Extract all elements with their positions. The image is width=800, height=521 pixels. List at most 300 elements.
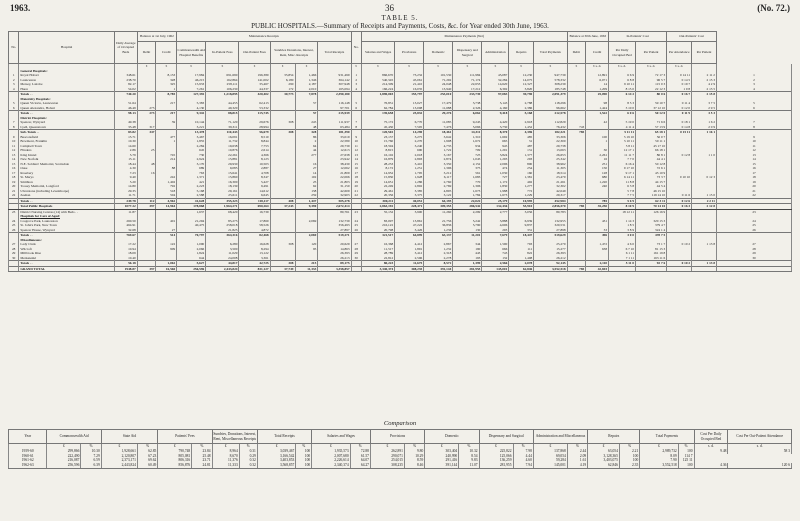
table-cell: 1,672 xyxy=(453,139,482,144)
table-cell: 150 xyxy=(586,166,609,171)
table-cell: 145,001 xyxy=(482,266,509,272)
table-cell: 2,284 xyxy=(177,144,206,149)
table-cell: 12,062 xyxy=(318,166,351,171)
table-cell: 120 xyxy=(295,242,318,247)
comparison-cell: 25.48 xyxy=(192,454,212,459)
table-cell: 11,305 xyxy=(534,166,567,171)
table-cell: 46.49 xyxy=(114,106,137,111)
table-cell xyxy=(609,266,636,272)
table-cell: 18,594 xyxy=(361,144,394,149)
col-inpatients-cost: In-Patients' Cost xyxy=(609,32,667,42)
comparison-cell: 1,928,661 xyxy=(101,449,137,454)
table-cell: 25,611 xyxy=(206,193,239,198)
unit-cell: £ s. d. xyxy=(636,64,667,69)
unit-cell: £ s. d. xyxy=(609,64,636,69)
col-credit: Credit xyxy=(156,42,177,64)
comparison-cell: 3,552,518 xyxy=(640,463,678,468)
comparison-cell: 114 7 xyxy=(678,454,694,459)
unit-cell: £ xyxy=(212,444,239,449)
table-cell: 397 xyxy=(137,204,156,210)
comparison-cell: 9.48 xyxy=(694,449,728,454)
table-cell: 13 xyxy=(351,153,361,158)
table-cell: 7 1 11 xyxy=(609,256,636,261)
col-per-bed: Per Daily Occupied Bed xyxy=(609,42,636,64)
table-cell: 785 xyxy=(586,198,609,204)
table-cell: 10 xyxy=(9,139,19,144)
table-cell: 1,090 xyxy=(177,242,206,247)
comparison-cell: 254,015 xyxy=(370,458,404,463)
table-cell: 240 xyxy=(586,184,609,189)
table-cell: 17.22 xyxy=(114,242,137,247)
table-cell: 14,612 xyxy=(239,189,270,194)
table-cell: 785 xyxy=(567,266,586,272)
table-cell: 1,988 xyxy=(482,189,509,194)
table-cell: 15,641 xyxy=(206,171,239,176)
comparison-cell: 58 3 xyxy=(728,449,792,454)
cmp-col-cost-bed: Cost Per Daily Occupied Bed xyxy=(694,430,728,444)
table-cell: 772 xyxy=(509,189,534,194)
table-cell: 97,701 xyxy=(318,106,351,111)
table-cell: 3 7 5 xyxy=(692,101,717,106)
unit-cell: % xyxy=(137,444,157,449)
table-cell: 0 18 1 xyxy=(667,120,692,125)
table-cell: 505,278 xyxy=(318,198,351,204)
col-debit: Debit xyxy=(137,42,156,64)
table-cell: 1,408 xyxy=(509,256,534,261)
table-cell: 13,027 xyxy=(395,101,424,106)
table-cell xyxy=(636,266,667,272)
table-cell: 665 xyxy=(482,139,509,144)
table-cell: 745 xyxy=(156,153,177,158)
table-cell: 3,642 xyxy=(424,135,453,140)
table-cell: 20 xyxy=(351,184,361,189)
cmp-col-cost-outpatient: Cost Per Out-Patient Attendance xyxy=(728,430,792,444)
table-cell: 5 19 10 xyxy=(609,135,636,140)
table-cell: 18 xyxy=(717,175,792,180)
unit-cell: £ xyxy=(270,64,295,69)
unit-cell: £ xyxy=(588,444,620,449)
table-cell xyxy=(717,266,792,272)
hospital-name: Lyell, Queenstown xyxy=(19,125,115,130)
table-cell: 4,160 xyxy=(482,106,509,111)
table-cell: 308,235 xyxy=(395,266,424,272)
table-cell: 258,018 xyxy=(206,223,239,228)
table-cell: 14 xyxy=(717,157,792,162)
table-cell: 8,347 xyxy=(239,175,270,180)
table-cell: 16,628 xyxy=(239,242,270,247)
table-cell: 1 xyxy=(156,87,177,92)
table-cell: 13,122 xyxy=(239,251,270,256)
table-cell: 2 xyxy=(351,78,361,83)
table-cell: 540,345 xyxy=(361,78,394,83)
table-cell: 9 xyxy=(351,135,361,140)
table-cell: 518 xyxy=(156,189,177,194)
table-cell: 1,310 xyxy=(453,135,482,140)
table-cell: 18 12 11 xyxy=(609,209,636,214)
table-cell: 689 xyxy=(177,166,206,171)
table-cell: 10,503 xyxy=(239,162,270,167)
table-cell: 496 xyxy=(586,233,609,238)
table-cell: 1,824 xyxy=(177,251,206,256)
table-cell: 45,061 xyxy=(395,78,424,83)
table-cell: 132,739 xyxy=(318,219,351,224)
table-cell: 1 6 2 xyxy=(692,120,717,125)
table-cell: 1 14 3 xyxy=(609,219,636,224)
table-cell: 29,739 xyxy=(318,144,351,149)
table-cell: 561 xyxy=(453,171,482,176)
table-cell: 16,102 xyxy=(361,153,394,158)
table-cell: 35,250 xyxy=(586,204,609,210)
comparison-cell: 8.46 xyxy=(404,463,424,468)
table-cell: 15,881 xyxy=(206,157,239,162)
table-cell: 54.02 xyxy=(114,87,137,92)
col-per-patient: Per Patient xyxy=(636,42,667,64)
table-cell: 2,270 xyxy=(395,139,424,144)
comparison-cell: 240,990 xyxy=(425,454,459,459)
table-cell: 9,342 xyxy=(177,111,206,116)
comparison-cell: 8.09 xyxy=(640,454,678,459)
table-cell: 17 xyxy=(351,171,361,176)
comparison-cell: 4.44 xyxy=(513,454,533,459)
table-cell: 2,390,180 xyxy=(318,92,351,97)
table-cell: 3 xyxy=(717,82,792,87)
comparison-cell: 67.23 xyxy=(137,454,157,459)
table-cell: 185,748 xyxy=(534,87,567,92)
comparison-cell: 6.59 xyxy=(81,458,101,463)
table-cell: 57 13 9 xyxy=(636,125,667,130)
header-page-number: 36 xyxy=(385,3,394,13)
table-cell: 5 11 11 xyxy=(609,130,636,135)
table-cell: 308 xyxy=(270,242,295,247)
table-cell: 3,361 xyxy=(239,256,270,261)
table-cell: 172 xyxy=(270,87,295,92)
col-repairs: Repairs xyxy=(509,42,534,64)
table-cell: 139,658 xyxy=(361,111,394,116)
unit-cell: £ s. d. xyxy=(586,64,609,69)
table-cell: 62,784 xyxy=(361,106,394,111)
hospital-name: Hospitals for Care of Aged: xyxy=(19,214,115,219)
unit-cell: £ xyxy=(395,64,424,69)
table-cell: 3,167 xyxy=(424,153,453,158)
table-cell: 11 8 8 xyxy=(609,180,636,185)
table-cell: 20 xyxy=(717,184,792,189)
table-cell: 6 14 2 xyxy=(609,92,636,97)
table-cell: 23 xyxy=(9,209,19,214)
table-cell: 0 14 11 xyxy=(667,73,692,78)
comparison-cell: 100 xyxy=(678,463,694,468)
unit-cell: £ xyxy=(509,64,534,69)
table-cell: 28 xyxy=(9,247,19,252)
table-cell: 14 xyxy=(351,157,361,162)
table-cell: 317 xyxy=(137,125,156,130)
table-cell: 44,455 xyxy=(206,101,239,106)
table-cell: 20,356 xyxy=(361,193,394,198)
comparison-table xyxy=(8,429,792,469)
table-cell: 293 xyxy=(509,157,534,162)
table-cell: 89,175 xyxy=(318,261,351,267)
table-cell: 26 xyxy=(351,228,361,233)
table-cell: 1,251 xyxy=(395,166,424,171)
table-cell: 26 xyxy=(717,228,792,233)
table-cell: 23,942 xyxy=(318,157,351,162)
table-cell: 215,939 xyxy=(318,111,351,116)
table-cell: 5,242 xyxy=(453,219,482,224)
table-cell: 27,898 xyxy=(534,228,567,233)
table-cell: 9,418 xyxy=(482,111,509,116)
table-cell: 1 1 0 xyxy=(692,153,717,158)
table-cell: 44 5 4 xyxy=(636,184,667,189)
table-cell: 7 xyxy=(9,120,19,125)
hospital-name: Cosgrove Park, Launceston xyxy=(19,219,115,224)
table-cell: 181,390 xyxy=(318,130,351,135)
table-cell: 9,085 xyxy=(206,166,239,171)
table-cell: 348.61 xyxy=(114,73,137,78)
table-cell: 822 xyxy=(509,251,534,256)
table-cell: 25,179 xyxy=(482,198,509,204)
table-cell: 356,493 xyxy=(318,223,351,228)
table-cell: 6 xyxy=(9,106,19,111)
table-cell: 53,332 xyxy=(239,106,270,111)
unit-cell: £ xyxy=(312,444,350,449)
table-cell: 9 xyxy=(9,135,19,140)
table-cell: 420,402 xyxy=(239,92,270,97)
table-cell: 2,788 xyxy=(509,101,534,106)
table-cell: 13,940 xyxy=(424,87,453,92)
table-cell: 138 xyxy=(295,189,318,194)
comparison-cell: 7.98 xyxy=(513,449,533,454)
hospital-name: Totals . . xyxy=(19,198,115,204)
table-cell xyxy=(667,266,692,272)
table-cell: 431 xyxy=(586,219,609,224)
comparison-cell: 7.90 xyxy=(640,458,678,463)
hospital-name: Royal Hobart xyxy=(19,73,115,78)
table-cell: 6,180 xyxy=(270,78,295,83)
comparison-cell: 64.27 xyxy=(350,463,370,468)
table-cell: 273 xyxy=(137,111,156,116)
table-cell: 15.11 xyxy=(114,157,137,162)
table-cell: 33 xyxy=(586,228,609,233)
table-cell: 18.44 xyxy=(114,162,137,167)
table-cell: 24 xyxy=(9,219,19,224)
table-cell: 42,693 xyxy=(586,266,609,272)
table-cell: 300,211 xyxy=(361,198,394,204)
comparison-cell: 262,891 xyxy=(370,449,404,454)
comparison-cell: 7.29 xyxy=(81,454,101,459)
table-cell: 14 xyxy=(586,82,609,87)
table-cell: 2,066 xyxy=(177,247,206,252)
table-cell: 32,903 xyxy=(318,193,351,198)
table-cell: 21,825 xyxy=(206,228,239,233)
table-cell: 281,955 xyxy=(453,266,482,272)
comparison-cell: 0.32 xyxy=(239,463,257,468)
table-cell: 72 17 3 xyxy=(636,73,667,78)
table-cell: 443 xyxy=(453,251,482,256)
table-cell: 160 xyxy=(509,171,534,176)
table-cell: 81 15 3 xyxy=(636,247,667,252)
col-inpatient-fees: In-Patient Fees xyxy=(206,42,239,64)
comparison-cell: 2.09 xyxy=(567,454,587,459)
table-cell: 28 xyxy=(351,247,361,252)
table-cell: 2,672,414 xyxy=(318,204,351,210)
comparison-cell: 100 xyxy=(296,449,312,454)
table-cell: 6,645 xyxy=(239,193,270,198)
table-cell: 131 xyxy=(509,148,534,153)
table-cell: 0 12 8 xyxy=(667,153,692,158)
cmp-col-commonwealth: Commonwealth Aid xyxy=(47,430,101,444)
table-cell: 3 10 0 xyxy=(609,106,636,111)
table-cell: 32.68 xyxy=(114,228,137,233)
comparison-year: 1961-62 xyxy=(9,458,47,463)
table-cell: 92 7 6 xyxy=(636,261,667,267)
table-cell: 5.20 xyxy=(114,180,137,185)
table-cell: 82,468 xyxy=(239,233,270,238)
table-cell: 2,152 xyxy=(453,162,482,167)
table-cell: 1,830 xyxy=(482,184,509,189)
table-cell: 3,340,374 xyxy=(361,266,394,272)
table-cell: 29,161 xyxy=(206,189,239,194)
table-cell: 1948.87 xyxy=(114,266,137,272)
table-cell: 28,994 xyxy=(239,125,270,130)
hospital-name: General Hospitals: xyxy=(19,69,115,74)
table-cell: 25 xyxy=(351,223,361,228)
table-cell: 19,638 xyxy=(206,144,239,149)
table-cell: 15,860 xyxy=(206,175,239,180)
hospital-name: Spencer House, Wynyard xyxy=(19,228,115,233)
unit-cell: % xyxy=(619,444,639,449)
table-cell: 24,048 xyxy=(424,82,453,87)
table-cell: 4 11 4 xyxy=(609,125,636,130)
table-cell: 909 xyxy=(156,247,177,252)
comparison-cell: 23.84 xyxy=(192,449,212,454)
table-subtitle: PUBLIC HOSPITALS.—Summary of Receipts and Payments, Costs, &c. for Year ended 30th June, 1963. xyxy=(251,22,549,30)
comparison-cell: 64.07 xyxy=(350,458,370,463)
table-cell: 2 xyxy=(295,139,318,144)
table-cell: 2,261 xyxy=(586,153,609,158)
table-cell: 286,542 xyxy=(453,204,482,210)
comparison-cell: 3,128,365 xyxy=(588,454,620,459)
comparison-cell: 4.60 xyxy=(513,458,533,463)
table-cell: 42,049 xyxy=(534,189,567,194)
table-cell: 3,275 xyxy=(395,135,424,140)
header-series: (No. 72.) xyxy=(757,3,790,13)
table-cell: 3,056 xyxy=(509,209,534,214)
table-cell: 4 6 0 xyxy=(609,242,636,247)
comparison-cell: 72.88 xyxy=(350,449,370,454)
table-cell: 12 17 1 xyxy=(609,148,636,153)
table-cell: 485 xyxy=(509,135,534,140)
table-cell: 344 xyxy=(453,242,482,247)
table-cell: 2,760 xyxy=(424,180,453,185)
table-cell: 6 14 11 xyxy=(609,175,636,180)
table-cell: 130 xyxy=(453,228,482,233)
comparison-cell: 805,081 xyxy=(158,454,192,459)
table-cell: 16,879 xyxy=(361,157,394,162)
cmp-col-state: State Aid xyxy=(101,430,158,444)
table-cell: 2,069 xyxy=(295,233,318,238)
table-cell: 4,366 xyxy=(239,153,270,158)
comparison-cell: 256,596 xyxy=(47,463,81,468)
table-cell: 56.18 xyxy=(114,261,137,267)
hospital-name: Toosey Memorial, Longford xyxy=(19,184,115,189)
table-cell: 5 xyxy=(9,101,19,106)
table-cell: 28 xyxy=(717,247,792,252)
table-cell: 20,629 xyxy=(318,242,351,247)
table-cell: 690 xyxy=(395,148,424,153)
hospital-name: Flinders xyxy=(19,148,115,153)
table-cell: 12,891 xyxy=(586,73,609,78)
table-cell: 29 xyxy=(717,251,792,256)
table-cell: 680 xyxy=(586,175,609,180)
table-cell: 11,675 xyxy=(395,261,424,267)
hospital-name: Ouse xyxy=(19,166,115,171)
table-cell: 331 xyxy=(509,228,534,233)
table-cell: 24 xyxy=(717,219,792,224)
comparison-cell: 308,235 xyxy=(370,463,404,468)
table-cell: 4,735 xyxy=(424,144,453,149)
table-cell: 9 10 11 xyxy=(609,82,636,87)
table-cell: 22,249 xyxy=(361,184,394,189)
unit-cell: £ xyxy=(137,64,156,69)
table-cell: 96,662 xyxy=(534,106,567,111)
table-cell: 321,517 xyxy=(361,233,394,238)
table-cell: 14,964 xyxy=(156,204,177,210)
table-cell: 44 4 1 xyxy=(636,157,667,162)
table-cell: 0 10 2 xyxy=(667,242,692,247)
table-cell: 8,785 xyxy=(156,92,177,97)
table-cell: 1,402 xyxy=(156,180,177,185)
col-sundries: Sundries Donations, Interest, Rent, Misc. Receipts xyxy=(270,42,318,64)
table-cell: 1 8 5 xyxy=(609,223,636,228)
comparison-row xyxy=(9,463,792,468)
table-cell: 1,908 xyxy=(424,139,453,144)
table-cell: 11 11 7 xyxy=(609,153,636,158)
table-cell: 0 14 8 xyxy=(667,125,692,130)
table-cell xyxy=(692,266,717,272)
table-cell: 6,117 xyxy=(424,175,453,180)
table-cell: 3 5 3 xyxy=(692,111,717,116)
comparison-cell: 2.35 xyxy=(619,463,639,468)
table-cell: 132 xyxy=(482,256,509,261)
table-cell: 86 xyxy=(295,135,318,140)
comparison-cell: 2,007,680 xyxy=(312,454,350,459)
table-cell: 793 xyxy=(509,242,534,247)
table-cell: 645 xyxy=(177,148,206,153)
table-cell: 8 xyxy=(9,125,19,130)
table-cell: 2 11 2 xyxy=(692,73,717,78)
table-cell: 6,939 xyxy=(509,219,534,224)
table-cell: 309,355 xyxy=(424,204,453,210)
table-cell: 28,789 xyxy=(361,251,394,256)
table-cell: 63,137 xyxy=(424,233,453,238)
table-cell: 5 11 0 xyxy=(609,261,636,267)
table-cell: 3,552,518 xyxy=(534,266,567,272)
comparison-year: 1959-60 xyxy=(9,449,47,454)
table-cell: 4,412 xyxy=(395,242,424,247)
hospital-name: New Norfolk xyxy=(19,157,115,162)
unit-cell: £ xyxy=(361,64,394,69)
comparison-cell: 100 xyxy=(296,458,312,463)
table-cell: 56 0 7 xyxy=(636,135,667,140)
table-cell: 324 1 4 xyxy=(636,228,667,233)
table-cell: 44,817 xyxy=(206,261,239,267)
unit-cell: £ xyxy=(47,444,81,449)
comparison-cell: 281,955 xyxy=(479,463,513,468)
hospital-name: Mersey, Latrobe xyxy=(19,82,115,87)
unit-cell: % xyxy=(404,444,424,449)
table-cell: 12 xyxy=(717,148,792,153)
table-cell: 13 xyxy=(9,153,19,158)
col-per-attendance: Per Attendance xyxy=(667,42,692,64)
